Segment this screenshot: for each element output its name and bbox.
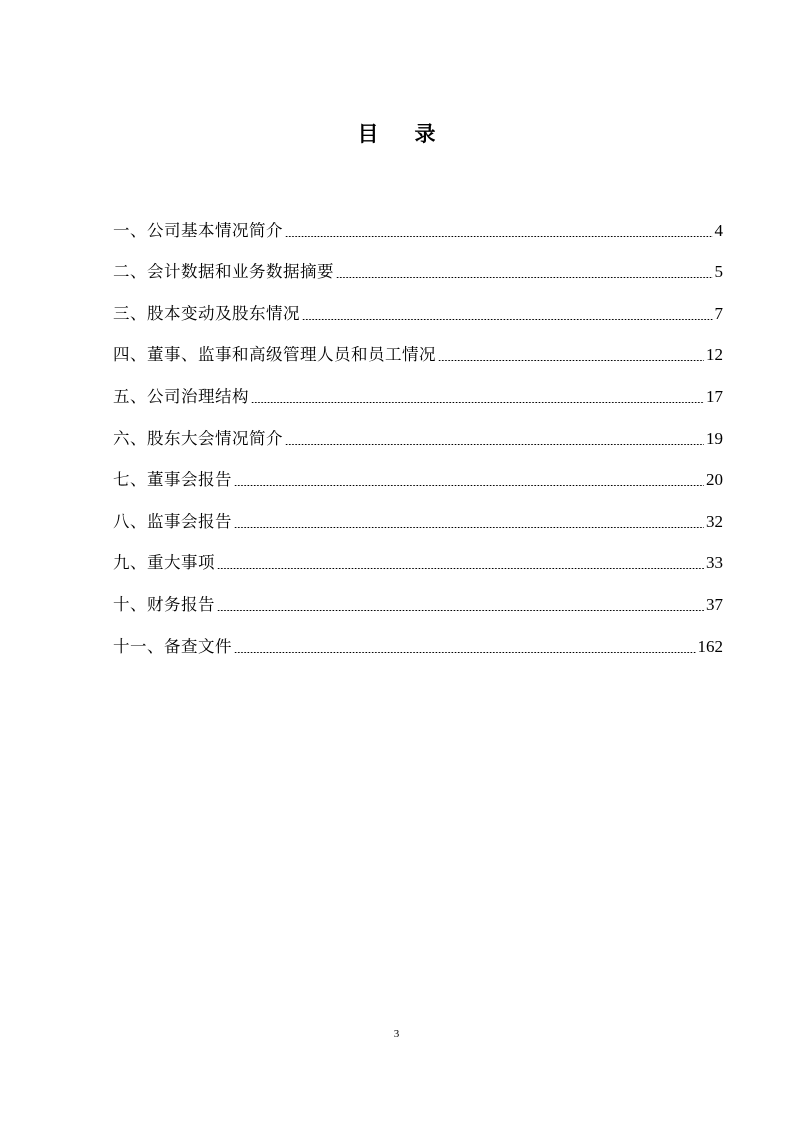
toc-entry-10[interactable] xyxy=(113,576,723,618)
toc-leader-dots xyxy=(234,485,704,486)
toc-entry-label: 三、股本变动及股东情况 xyxy=(113,303,300,323)
toc-leader-dots xyxy=(336,277,713,278)
toc-entry-label: 九、重大事项 xyxy=(113,553,215,573)
toc-entry-label: 五、公司治理结构 xyxy=(113,386,249,406)
toc-entry-7[interactable] xyxy=(113,452,723,494)
toc-entry-page: 7 xyxy=(714,303,723,323)
toc-entry-label: 四、董事、监事和高级管理人员和员工情况 xyxy=(113,345,436,365)
toc-entry-page: 162 xyxy=(697,636,723,656)
toc-entry-page: 17 xyxy=(706,386,723,406)
toc-entry-label: 七、董事会报告 xyxy=(113,470,232,490)
toc-leader-dots xyxy=(217,610,704,611)
toc-entry-page: 20 xyxy=(706,470,723,490)
toc-entry-page: 32 xyxy=(706,511,723,531)
toc-leader-dots xyxy=(302,319,713,320)
toc-entry-9[interactable] xyxy=(113,535,723,577)
toc-entry-page: 12 xyxy=(706,345,723,365)
toc-entry-2[interactable] xyxy=(113,244,723,286)
toc-entry-3[interactable] xyxy=(113,285,723,327)
toc-leader-dots xyxy=(251,402,704,403)
toc-leader-dots xyxy=(285,236,713,237)
toc-leader-dots xyxy=(285,444,704,445)
toc-leader-dots xyxy=(438,360,704,361)
toc-entry-1[interactable] xyxy=(113,202,723,244)
toc-leader-dots xyxy=(234,527,704,528)
toc-entry-page: 5 xyxy=(714,262,723,282)
toc-leader-dots xyxy=(234,652,696,653)
toc-entry-5[interactable] xyxy=(113,368,723,410)
toc-entry-page: 4 xyxy=(714,220,723,240)
toc-entry-label: 十、财务报告 xyxy=(113,594,215,614)
toc-entry-6[interactable] xyxy=(113,410,723,452)
toc-entry-label: 十一、备查文件 xyxy=(113,636,232,656)
toc-entry-page: 37 xyxy=(706,594,723,614)
toc-entry-page: 33 xyxy=(706,553,723,573)
toc-entry-4[interactable] xyxy=(113,327,723,369)
toc-entry-page: 19 xyxy=(706,428,723,448)
toc-entry-11[interactable] xyxy=(113,618,723,660)
toc-entry-label: 二、会计数据和业务数据摘要 xyxy=(113,262,334,282)
toc-entry-label: 八、监事会报告 xyxy=(113,511,232,531)
page-number: 3 xyxy=(393,1028,400,1040)
table-of-contents xyxy=(113,202,723,660)
page-title: 目录 xyxy=(357,121,472,146)
toc-leader-dots xyxy=(217,568,704,569)
toc-entry-label: 六、股东大会情况简介 xyxy=(113,428,283,448)
toc-entry-8[interactable] xyxy=(113,493,723,535)
toc-entry-label: 一、公司基本情况简介 xyxy=(113,220,283,240)
